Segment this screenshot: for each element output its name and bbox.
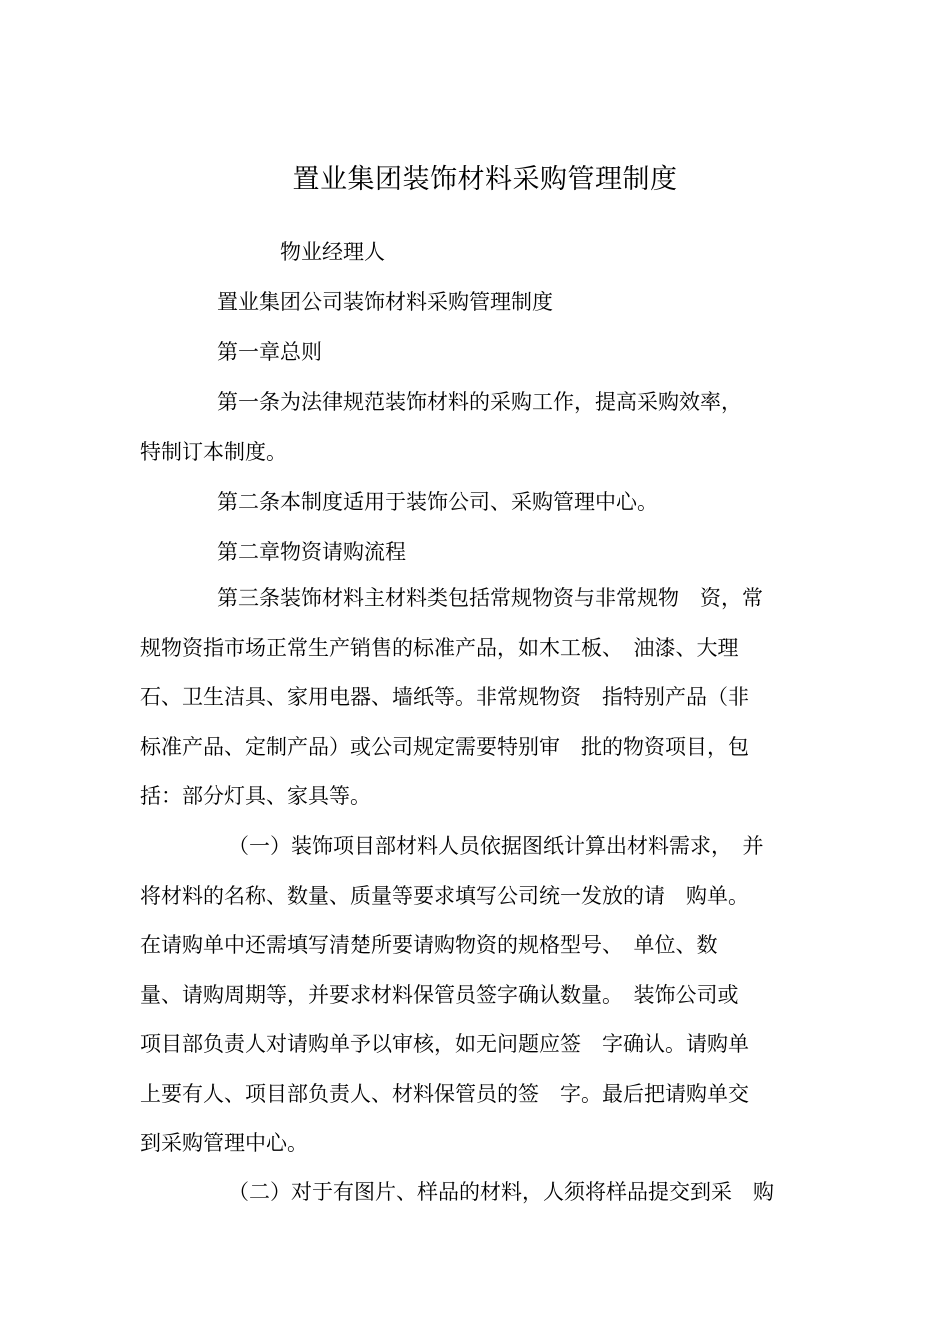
item-1-line-4: 量、请购周期等，并要求材料保管员签字确认数量。 装饰公司或 [140, 982, 739, 1007]
document-title: 置业集团装饰材料采购管理制度 [292, 164, 678, 195]
article-2-line-1: 第二条本制度适用于装饰公司、采购管理中心。 [217, 490, 658, 514]
article-1 [140, 378, 830, 477]
item-1-line-5: 项目部负责人对请购单予以审核，如无问题应签 字确认。请购单 [140, 1032, 749, 1056]
author-line: 物业经理人 [280, 240, 385, 264]
item-1 [140, 822, 830, 1169]
article-1-line-1: 第一条为法律规范装饰材料的采购工作，提高采购效率， [217, 390, 742, 414]
article-2 [140, 478, 830, 528]
item-1-line-1: （一）装饰项目部材料人员依据图纸计算出材料需求， 并 [228, 834, 764, 858]
article-3 [140, 574, 830, 822]
chapter-2-heading-block [140, 528, 830, 578]
article-3-line-1: 第三条装饰材料主材料类包括常规物资与非常规物 资，常 [217, 586, 763, 610]
item-1-line-7: 到采购管理中心。 [140, 1131, 308, 1155]
item-2 [140, 1168, 830, 1218]
article-3-line-5: 括：部分灯具、家具等。 [140, 784, 371, 808]
item-2-line-1: （二）对于有图片、样品的材料，人须将样品提交到采 购 [228, 1180, 774, 1204]
article-3-line-4: 标准产品、定制产品）或公司规定需要特别审 批的物资项目，包 [140, 734, 749, 759]
subtitle-line: 置业集团公司装饰材料采购管理制度 [217, 290, 553, 314]
item-1-line-2: 将材料的名称、数量、质量等要求填写公司统一发放的请 购单。 [140, 883, 749, 908]
item-1-line-6: 上要有人、项目部负责人、材料保管员的签 字。最后把请购单交 [140, 1081, 749, 1106]
article-3-line-3: 石、卫生洁具、家用电器、墙纸等。非常规物资 指特别产品（非 [140, 685, 749, 709]
article-1-line-2: 特制订本制度。 [140, 439, 287, 464]
article-3-line-2: 规物资指市场正常生产销售的标准产品，如木工板、 油漆、大理 [140, 635, 739, 660]
chapter-2-heading: 第二章物资请购流程 [217, 540, 406, 564]
chapter-1-heading: 第一章总则 [217, 340, 322, 364]
item-1-line-3: 在请购单中还需填写清楚所要请购物资的规格型号、 单位、数 [140, 933, 718, 957]
